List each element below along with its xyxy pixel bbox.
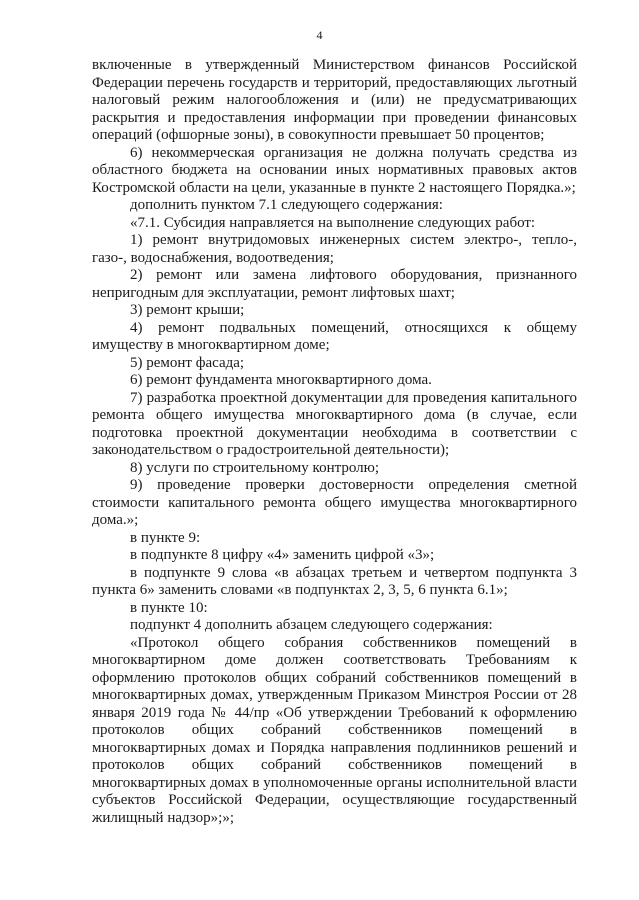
paragraph: «7.1. Субсидия направляется на выполнение следующих работ:: [130, 214, 536, 231]
page-number: 4: [316, 28, 323, 42]
paragraph: дополнить пунктом 7.1 следующего содержания:: [130, 197, 443, 213]
paragraph: в пункте 9:: [130, 529, 201, 546]
list-item: 2) ремонт или замена лифтового оборудования, признанного непригодным для эксплуатации, ремонт лифтовых шахт;: [92, 267, 577, 301]
list-item: 6) ремонт фундамента многоквартирного дома.: [130, 372, 432, 388]
list-item: 5) ремонт фасада;: [130, 354, 245, 371]
list-item: 9) проведение проверки достоверности определения сметной стоимости капитального ремонта общего имущества многоквартирного дома.»;: [92, 477, 577, 528]
list-item: 1) ремонт внутридомовых инженерных систем электро-, тепло-, газо-, водоснабжения, водоотведения;: [92, 232, 577, 266]
paragraph: включенные в утвержденный Министерством финансов Российской Федерации перечень государств и территорий, предоставляющих льготный налоговый режим налогообложения и (или) не предусматривающих раскрытия и предоставления информации при проведении финансовых операций (офшорные зоны), в совокупности превышает 50 процентов;: [92, 57, 577, 143]
paragraph: в подпункте 8 цифру «4» заменить цифрой «3»;: [130, 547, 435, 563]
document-body: [92, 57, 577, 827]
list-item: 3) ремонт крыши;: [130, 302, 245, 318]
list-item: 4) ремонт подвальных помещений, относящихся к общему имуществу в многоквартирном доме;: [92, 319, 577, 353]
paragraph: в подпункте 9 слова «в абзацах третьем и четвертом подпункта 3 пункта 6» заменить словами «в подпунктах 2, 3, 5, 6 пункта 6.1»;: [92, 564, 577, 598]
list-item: 7) разработка проектной документации для проведения капитального ремонта общего имущества многоквартирного дома (в случае, если подготовка проектной документации необходима в соответствии с законодательством о градостроительной деятельности);: [92, 389, 577, 458]
paragraph: 6) некоммерческая организация не должна получать средства из областного бюджета на основании иных нормативных правовых актов Костромской области на цели, указанные в пункте 2 настоящего Порядка.»;: [92, 144, 577, 196]
paragraph: в пункте 10:: [130, 599, 208, 616]
paragraph: подпункт 4 дополнить абзацем следующего содержания:: [130, 617, 493, 633]
list-item: 8) услуги по строительному контролю;: [130, 459, 379, 476]
paragraph: «Протокол общего собрания собственников помещений в многоквартирном доме должен соответствовать Требованиям к оформлению протоколов общих собраний собственников помещений в многоквартирных домах, утвержденным Приказом Минстроя России от 28 января 2019 года № 44/пр «Об утверждении Требований к оформлению протоколов общих собраний собственников помещений в многоквартирных домах и Порядка направления подлинников решений и протоколов общих собраний собственников помещений в многоквартирных домах в уполномоченные органы исполнительной власти субъектов Российской Федерации, осуществляющие государственный жилищный надзор»;»;: [92, 634, 577, 826]
